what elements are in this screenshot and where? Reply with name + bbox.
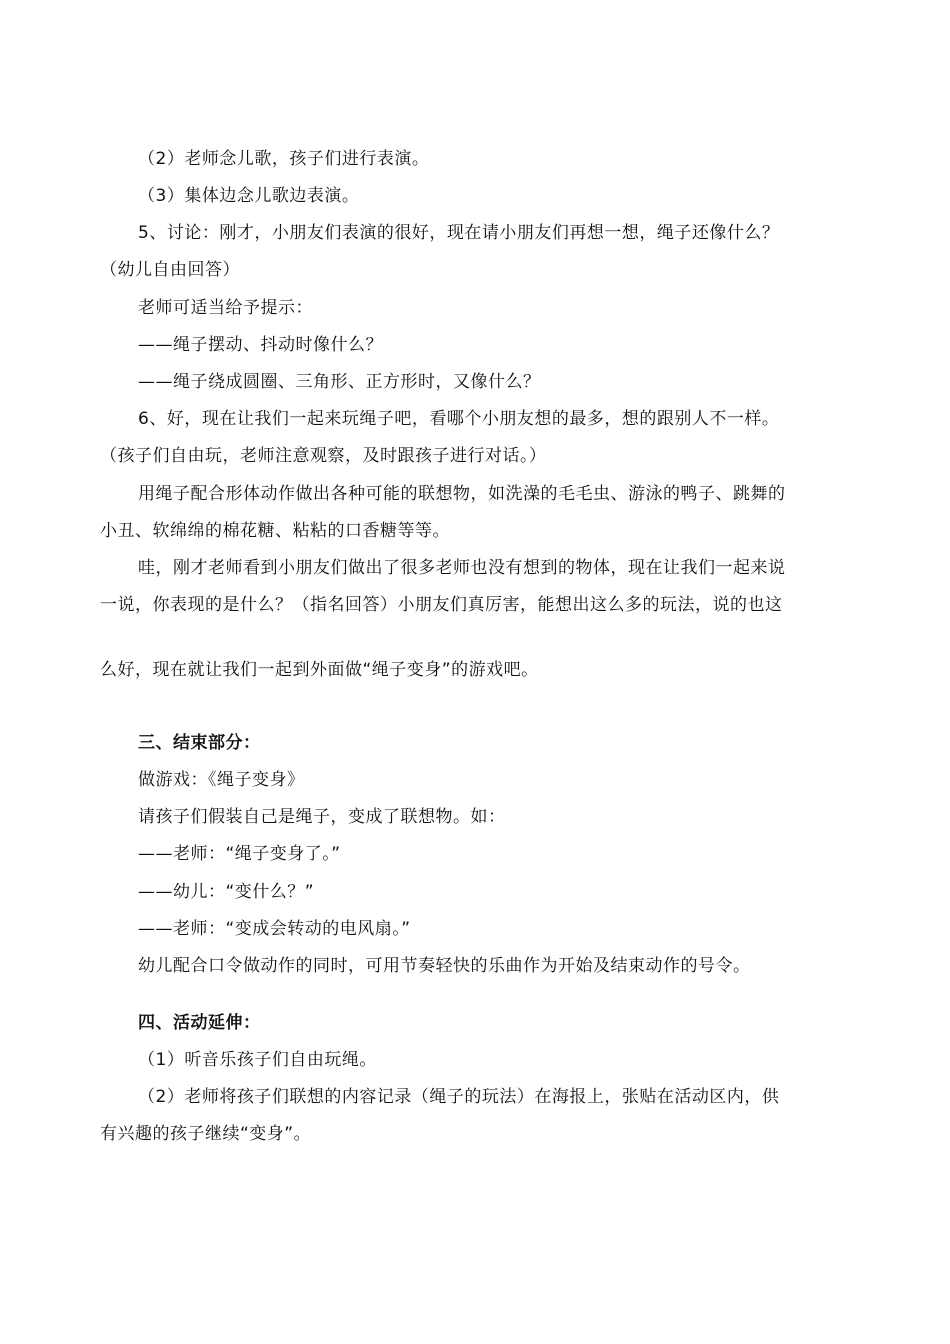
paragraph-line: （2）老师将孩子们联想的内容记录（绳子的玩法）在海报上，张贴在活动区内，供 xyxy=(138,1087,780,1107)
paragraph-line: 请孩子们假装自己是绳子，变成了联想物。如： xyxy=(138,807,506,827)
paragraph-line: （2）老师念儿歌，孩子们进行表演。 xyxy=(138,149,430,169)
paragraph-line: ——幼儿：“变什么？” xyxy=(138,882,315,902)
paragraph-line: （幼儿自由回答） xyxy=(100,260,240,280)
paragraph-line: ——老师：“变成会转动的电风扇。” xyxy=(138,919,411,939)
paragraph-line: 用绳子配合形体动作做出各种可能的联想物，如洗澡的毛毛虫、游泳的鸭子、跳舞的 xyxy=(138,484,786,504)
paragraph-line: （3）集体边念儿歌边表演。 xyxy=(138,186,360,206)
paragraph-line: 一说，你表现的是什么？（指名回答）小朋友们真厉害，能想出这么多的玩法，说的也这 xyxy=(100,595,783,615)
paragraph-line: 小丑、软绵绵的棉花糖、粘粘的口香糖等等。 xyxy=(100,521,450,541)
paragraph-line: （孩子们自由玩，老师注意观察，及时跟孩子进行对话。） xyxy=(100,446,547,466)
paragraph-line: ——绳子绕成圆圈、三角形、正方形时，又像什么？ xyxy=(138,372,541,392)
paragraph-line: 老师可适当给予提示： xyxy=(138,298,313,318)
paragraph-line: 做游戏：《绳子变身》 xyxy=(138,770,305,790)
section-heading-conclusion: 三、结束部分： xyxy=(138,733,261,753)
paragraph-line: 幼儿配合口令做动作的同时，可用节奏轻快的乐曲作为开始及结束动作的号令。 xyxy=(138,956,751,976)
paragraph-line: ——老师：“绳子变身了。” xyxy=(138,844,341,864)
section-heading-extension: 四、活动延伸： xyxy=(138,1013,261,1033)
paragraph-line: （1）听音乐孩子们自由玩绳。 xyxy=(138,1050,377,1070)
paragraph-line: 有兴趣的孩子继续“变身”。 xyxy=(100,1124,312,1144)
paragraph-line: 么好，现在就让我们一起到外面做“绳子变身”的游戏吧。 xyxy=(100,660,539,680)
paragraph-line: 5、讨论：刚才，小朋友们表演的很好，现在请小朋友们再想一想，绳子还像什么？ xyxy=(138,223,780,243)
paragraph-line: 6、好，现在让我们一起来玩绳子吧，看哪个小朋友想的最多，想的跟别人不一样。 xyxy=(138,409,780,429)
paragraph-line: ——绳子摆动、抖动时像什么？ xyxy=(138,335,383,355)
paragraph-line: 哇，刚才老师看到小朋友们做出了很多老师也没有想到的物体，现在让我们一起来说 xyxy=(138,558,786,578)
